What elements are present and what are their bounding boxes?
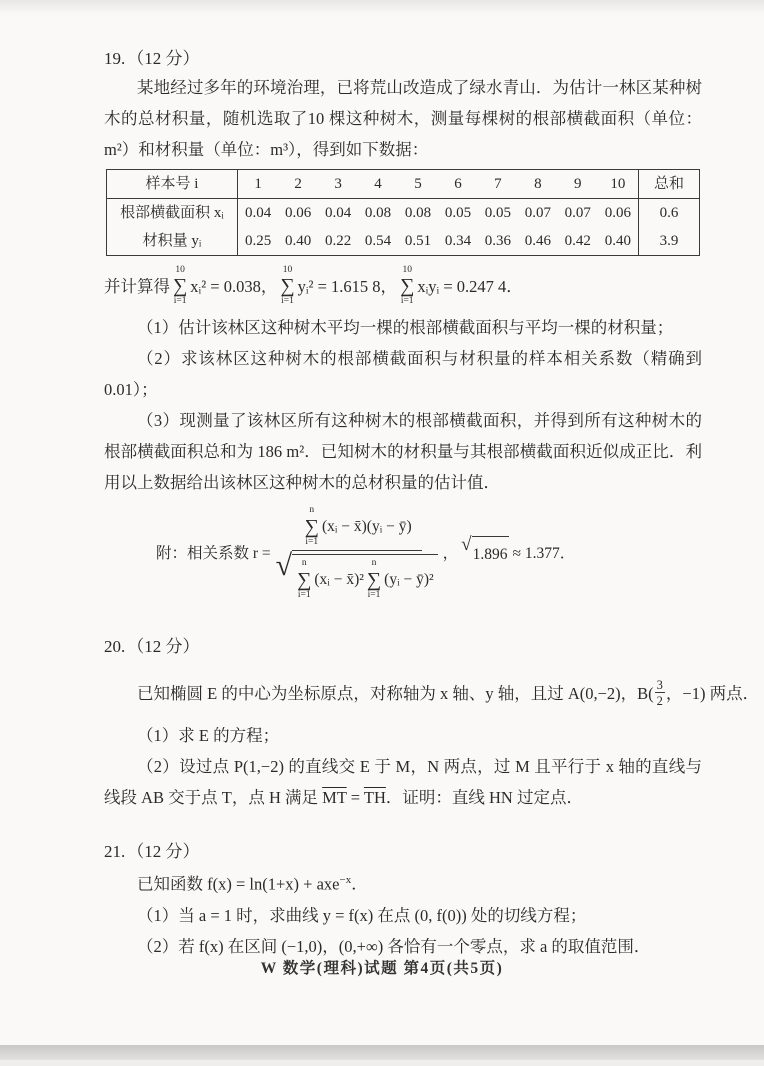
table-cell: 0.05 [444, 204, 472, 221]
sum-expr-y2: yᵢ² = 1.615 8， [297, 276, 398, 296]
table-cell: 3 [318, 170, 358, 199]
p20-intro-pre: 已知椭圆 E 的中心为坐标原点，对称轴为 x 轴、y 轴，且过 A(0,−2)，B( [137, 683, 654, 703]
table-cell: 0.08 [364, 204, 392, 221]
p20-q2-post: ．证明：直线 HN 过定点． [385, 788, 583, 807]
table-cell: 0.42 [564, 232, 591, 249]
sum-expr-x2: xᵢ² = 0.038， [190, 276, 278, 296]
vector-TH: $\overline{TH}$ [363, 788, 386, 807]
table-cell: 0.04 [324, 204, 352, 221]
table-x-label: 根部横截面积 xᵢ [107, 199, 238, 228]
numerator-expr: (xᵢ − x̄)(yᵢ − ȳ) [321, 518, 412, 535]
scan-edge-bottom [0, 1045, 764, 1060]
page-footer: W 数学(理科)试题 第4页(共5页) [260, 960, 504, 977]
problem-19-heading [104, 46, 702, 72]
table-sum-label: 总和 [639, 170, 700, 199]
table-header-label: 样本号 i [107, 170, 238, 199]
table-cell: 0.06 [285, 204, 312, 221]
table-cell: 0.08 [404, 204, 432, 221]
problem-20-q2 [104, 751, 702, 813]
sigma-sum-icon: n ∑ i=1 [304, 505, 319, 547]
table-cell: 0.51 [404, 232, 432, 249]
problem-19-points: （12 分） [127, 49, 200, 68]
table-cell: 0.34 [444, 232, 472, 249]
sums-prefix: 并计算得 [104, 276, 170, 296]
table-y-sum: 3.9 [639, 227, 700, 256]
table-cell: 10 [598, 170, 639, 199]
formula-comma: ， [442, 544, 459, 562]
problem-19-q3: （3）现测量了该林区所有这种树木的根部横截面积，并得到所有这种树木的根部横截面积总和为 186 m²．已知树木的材积量与其根部横截面积近似成正比．利用以上数据给出该林区这种树木的总材积量的估计值． [104, 411, 702, 492]
table-cell: 8 [518, 170, 558, 199]
p20-intro-post: ，−1) 两点． [665, 683, 760, 703]
problem-19-intro: 某地经过多年的环境治理，已将荒山改造成了绿水青山．为估计一林区某种树木的总材积量，随机选取了10 棵这种树木，测量每棵树的根部横截面积（单位：m²）和材积量（单位：m³），得到如下数据： [104, 78, 702, 159]
fraction-numerator [292, 506, 422, 551]
problem-21-points: （12 分） [127, 842, 200, 861]
computed-sums-line [104, 260, 702, 312]
table-cell: 0.05 [484, 204, 512, 221]
table-cell: 6 [438, 170, 478, 199]
table-row-x [107, 199, 700, 228]
problem-20-q1: （1）求 E 的方程； [137, 726, 280, 745]
sqrt-approx: ≈ 1.377． [512, 544, 576, 562]
problem-21-heading [104, 839, 702, 865]
table-row-y [107, 227, 700, 256]
problem-20-intro [104, 666, 760, 720]
problem-19-q1: （1）估计该林区这种树木平均一棵的根部横截面积与平均一棵的材积量； [137, 318, 674, 337]
table-cell: 5 [398, 170, 438, 199]
den-expr-y: (yᵢ − ȳ)² [384, 571, 434, 588]
radical-icon: √ [461, 534, 472, 555]
formula-prefix: 附：相关系数 r = [156, 544, 271, 562]
problem-20-points: （12 分） [127, 637, 200, 656]
table-cell: 0.07 [524, 204, 551, 221]
sqrt-value: √ 1.896 [461, 536, 509, 570]
table-cell: 9 [558, 170, 598, 199]
scan-edge-base [0, 1060, 764, 1066]
table-cell: 2 [278, 170, 318, 199]
problem-21-function [104, 865, 702, 900]
table-cell: 0.06 [604, 204, 632, 221]
problem-20-number: 20. [104, 637, 126, 656]
table-row-header [107, 170, 700, 199]
den-expr-x: (xᵢ − x̄)² [314, 571, 364, 588]
table-cell: 0.25 [244, 232, 272, 249]
sqrt-body [292, 554, 438, 600]
table-cell: 0.54 [364, 232, 392, 249]
sqrt-radical [275, 549, 438, 600]
table-cell: 7 [478, 170, 518, 199]
problem-19-q2: （2）求该林区这种树木的根部横截面积与材积量的样本相关系数（精确到 0.01）； [104, 349, 702, 399]
table-cell: 0.40 [285, 232, 312, 249]
sum-expr-xy: xᵢyᵢ = 0.247 4． [417, 276, 523, 296]
problem-19-number: 19. [104, 49, 126, 68]
table-x-sum: 0.6 [639, 199, 700, 228]
p20-q2-pre: （2）设过点 P(1,−2) 的直线交 E 于 M，N 两点，过 M 且平行于 x 轴的直线与线段 AB 交于点 T，点 H 满足 [104, 757, 702, 807]
problem-21-number: 21. [104, 842, 126, 861]
fraction-three-halves: 3 2 [656, 677, 663, 708]
sigma-sum-icon: n ∑ i=1 [366, 558, 382, 600]
table-cell: 0.40 [604, 232, 632, 249]
sigma-sum-icon: 10 ∑ i=1 [400, 264, 415, 306]
table-cell: 0.22 [324, 232, 352, 249]
problem-20-heading [104, 634, 702, 660]
sigma-sum-icon: 10 ∑ i=1 [173, 264, 188, 306]
sigma-sum-icon: n ∑ i=1 [297, 558, 312, 600]
p21-fn-pre: 已知函数 f(x) = ln(1+x) + axe [137, 874, 340, 894]
table-cell: 4 [358, 170, 398, 199]
vector-equals: = [346, 788, 364, 807]
data-table [106, 169, 700, 256]
problem-21-q2: （2）若 f(x) 在区间 (−1,0)，(0,+∞) 各恰有一个零点，求 a 的取值范围． [137, 936, 651, 956]
table-cell: 0.07 [564, 204, 591, 221]
table-y-label: 材积量 yᵢ [107, 227, 238, 256]
table-cell: 0.04 [244, 204, 272, 221]
table-cell: 1 [238, 170, 279, 199]
fraction-denominator [276, 551, 438, 600]
problem-21-q1: （1）当 a = 1 时，求曲线 y = f(x) 在点 (0, f(0)) 处的切线方程； [137, 905, 587, 925]
formula-fraction [276, 506, 438, 600]
vector-MT: $\overline{MT}$ [322, 788, 347, 807]
sigma-sum-icon: 10 ∑ i=1 [280, 264, 295, 306]
p21-fn-post: ． [351, 874, 368, 894]
exponent-sup: −x [339, 874, 352, 886]
radical-icon: √ [275, 549, 293, 582]
table-cell: 0.46 [524, 232, 551, 249]
correlation-formula [156, 504, 702, 602]
table-cell: 0.36 [484, 232, 512, 249]
